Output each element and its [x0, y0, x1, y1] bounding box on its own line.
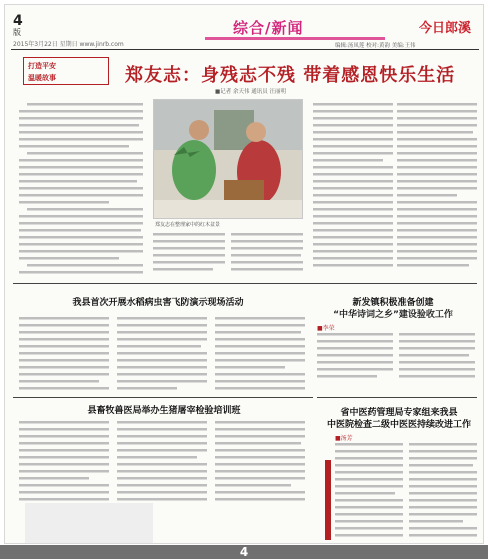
- section-divider: [317, 397, 477, 398]
- masthead-rule: [11, 49, 479, 50]
- lead-column-2: [153, 231, 303, 277]
- newspaper-page: [4, 4, 484, 544]
- badge-line-1: 打造平安: [28, 62, 56, 70]
- story-2-author: ■李荣: [317, 325, 335, 332]
- story-3-title: 县畜牧兽医局举办生猪屠宰检验培训班: [87, 406, 241, 416]
- story-4-accent-bar: [325, 460, 331, 540]
- story-1-title: 我县首次开展水稻病虫害飞防演示现场活动: [72, 298, 244, 308]
- section-divider: [13, 283, 477, 284]
- editor-credits: 编辑:汤凤莲 校对:黄韵 美编:王伟: [335, 43, 416, 49]
- body-text-block: [335, 441, 479, 544]
- body-text-block: [153, 231, 303, 277]
- column-badge: [23, 57, 109, 85]
- page-label: 版: [13, 28, 21, 37]
- lead-byline: ■记者 余天伟 通讯员 汪丽明: [215, 89, 286, 95]
- story-1-body: [19, 315, 309, 395]
- story-4-body: [335, 441, 479, 544]
- story-4-title: 省中医药管理局专家组来我县: [340, 408, 458, 418]
- badge-line-2: 温暖故事: [28, 74, 56, 82]
- date-line: 2015年3月22日 星期日 www.jinrb.com: [13, 41, 124, 48]
- story-2-subtitle: “中华诗词之乡”建设验收工作: [333, 310, 453, 320]
- lead-column-1: [19, 101, 145, 277]
- body-text-block: [317, 331, 477, 387]
- lead-photo: [153, 99, 303, 219]
- body-text-block: [19, 315, 309, 395]
- newspaper-logo: 今日郎溪: [419, 21, 472, 36]
- page-number: 4 版: [13, 13, 23, 37]
- story-4-subtitle: 中医院检查二级中医医持续改进工作: [326, 420, 471, 430]
- photo-caption: 郑友志在整理家中的红木盆景: [155, 222, 221, 228]
- body-text-block: [19, 101, 145, 277]
- section-title: 综合/新闻: [233, 19, 304, 37]
- story-4-author: ■汤芳: [335, 435, 353, 442]
- lead-column-3: [313, 101, 477, 277]
- section-divider: [13, 397, 313, 398]
- lead-headline: 郑友志：身残志不残 带着感恩快乐生活: [125, 65, 456, 86]
- story-2-title: 新发镇积极准备创建: [352, 298, 434, 308]
- story-2-body: [317, 331, 477, 387]
- story-3-sidebar-box: [25, 503, 153, 543]
- viewer-page-number[interactable]: 4: [239, 545, 249, 559]
- body-text-block: [313, 101, 477, 277]
